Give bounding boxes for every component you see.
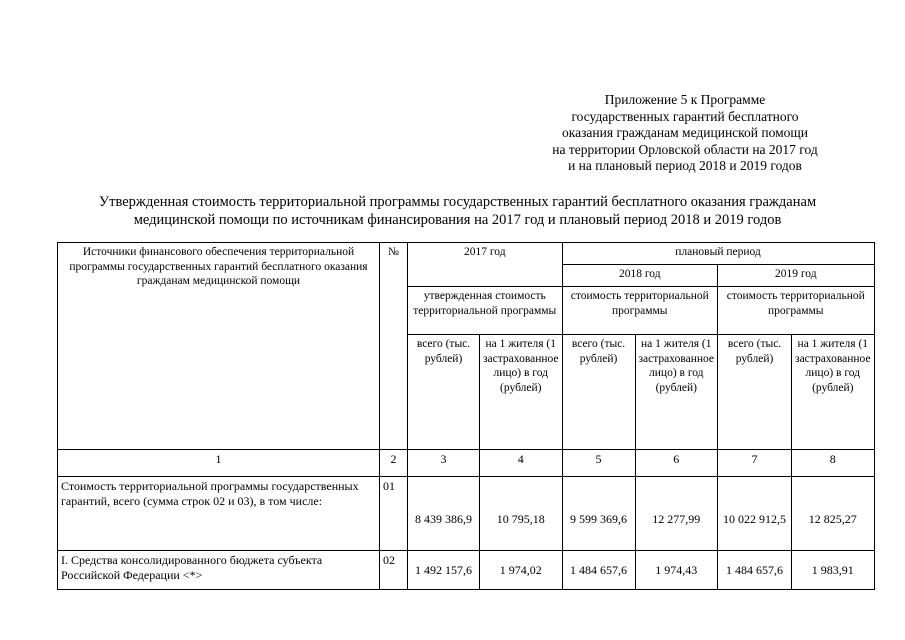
financing-table bbox=[57, 242, 875, 590]
value-total-2018: 9 599 369,6 bbox=[562, 477, 635, 551]
column-number: 4 bbox=[480, 450, 563, 477]
appendix-line: и на плановый период 2018 и 2019 годов bbox=[568, 158, 802, 173]
header-cost-2019: стоимость территориальной программы bbox=[718, 287, 875, 335]
column-number: 8 bbox=[792, 450, 875, 477]
header-cost-2018: стоимость территориальной программы bbox=[562, 287, 718, 335]
header-year-2018: 2018 год bbox=[562, 265, 718, 287]
document-title bbox=[60, 193, 855, 229]
header-per-resident-2019: на 1 жителя (1 застрахованное лицо) в год (рублей) bbox=[792, 335, 875, 450]
title-line: медицинской помощи по источникам финансирования на 2017 год и плановый период 2018 и 2019 годов bbox=[133, 212, 782, 228]
value-per-resident-2018: 1 974,43 bbox=[635, 551, 718, 590]
title-line: Утвержденная стоимость территориальной программы государственных гарантий бесплатного оказания гражданам bbox=[98, 194, 817, 210]
header-number: № bbox=[380, 243, 408, 450]
header-total-2017: всего (тыс. рублей) bbox=[408, 335, 480, 450]
column-number: 6 bbox=[635, 450, 718, 477]
header-approved-cost: утвержденная стоимость территориальной программы bbox=[408, 287, 563, 335]
value-per-resident-2017: 1 974,02 bbox=[480, 551, 563, 590]
row-code: 01 bbox=[380, 477, 408, 551]
value-per-resident-2018: 12 277,99 bbox=[635, 477, 718, 551]
appendix-line: Приложение 5 к Программе bbox=[604, 92, 766, 107]
header-per-resident-2018: на 1 жителя (1 застрахованное лицо) в год (рублей) bbox=[635, 335, 718, 450]
header-sources: Источники финансового обеспечения территориальной программы государственных гарантий бесплатного оказания гражданам медицинской помощи bbox=[58, 243, 380, 450]
column-number: 1 bbox=[58, 450, 380, 477]
appendix-line: оказания гражданам медицинской помощи bbox=[561, 125, 809, 140]
value-per-resident-2019: 12 825,27 bbox=[792, 477, 875, 551]
row-label: I. Средства консолидированного бюджета субъекта Российской Федерации <*> bbox=[58, 551, 380, 590]
header-total-2019: всего (тыс. рублей) bbox=[718, 335, 792, 450]
table-row bbox=[58, 551, 875, 590]
header-per-resident-2017: на 1 жителя (1 застрахованное лицо) в год (рублей) bbox=[480, 335, 563, 450]
value-total-2017: 8 439 386,9 bbox=[408, 477, 480, 551]
appendix-line: на территории Орловской области на 2017 год bbox=[552, 141, 818, 157]
column-number: 2 bbox=[380, 450, 408, 477]
value-total-2018: 1 484 657,6 bbox=[562, 551, 635, 590]
row-code: 02 bbox=[380, 551, 408, 590]
header-planned-period: плановый период bbox=[562, 243, 874, 265]
column-number: 3 bbox=[408, 450, 480, 477]
column-number: 7 bbox=[718, 450, 792, 477]
value-total-2017: 1 492 157,6 bbox=[408, 551, 480, 590]
value-per-resident-2019: 1 983,91 bbox=[792, 551, 875, 590]
appendix-line: государственных гарантий бесплатного bbox=[571, 108, 799, 124]
header-year-2017: 2017 год bbox=[408, 243, 563, 287]
header-total-2018: всего (тыс. рублей) bbox=[562, 335, 635, 450]
value-total-2019: 1 484 657,6 bbox=[718, 551, 792, 590]
value-total-2019: 10 022 912,5 bbox=[718, 477, 792, 551]
header-year-2019: 2019 год bbox=[718, 265, 875, 287]
value-per-resident-2017: 10 795,18 bbox=[480, 477, 563, 551]
table-row bbox=[58, 477, 875, 551]
row-label: Стоимость территориальной программы государственных гарантий, всего (сумма строк 02 и 03), в том числе: bbox=[58, 477, 380, 551]
column-number: 5 bbox=[562, 450, 635, 477]
appendix-heading bbox=[520, 92, 850, 175]
